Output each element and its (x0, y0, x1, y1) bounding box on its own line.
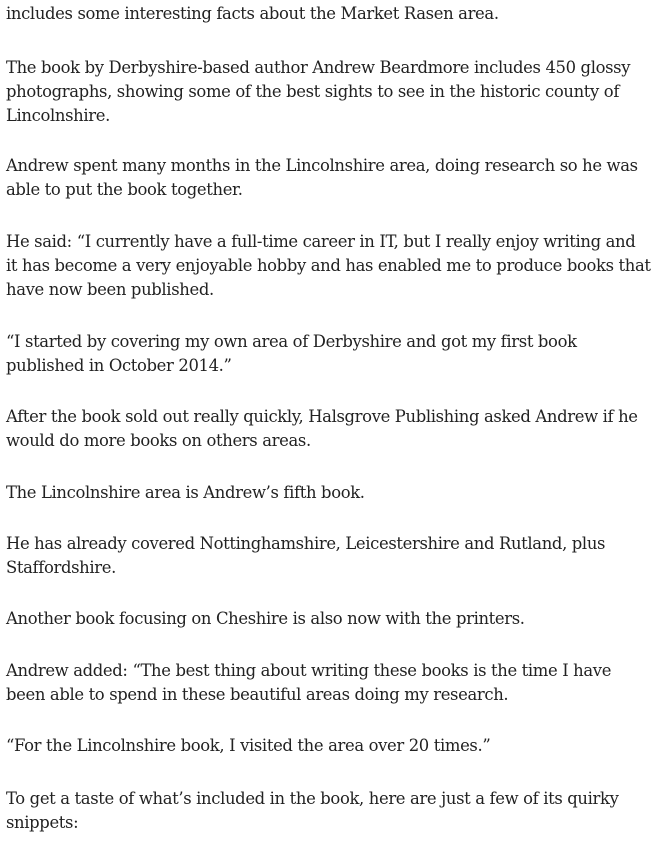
article-paragraph: includes some interesting facts about the Market Rasen area. (6, 4, 499, 23)
article-paragraph: He has already covered Nottinghamshire, Leicestershire and Rutland, plus Staffordshire. (6, 534, 606, 577)
article-paragraph: “For the Lincolnshire book, I visited the area over 20 times.” (6, 736, 491, 755)
article-paragraph: Andrew spent many months in the Lincolnshire area, doing research so he was able to put the book together. (6, 156, 638, 199)
article-paragraph: The Lincolnshire area is Andrew’s fifth book. (6, 483, 365, 502)
article-paragraph: After the book sold out really quickly, Halsgrove Publishing asked Andrew if he would do more books on others areas. (6, 407, 638, 450)
article-paragraph: Andrew added: “The best thing about writing these books is the time I have been able to spend in these beautiful areas doing my research. (6, 661, 612, 704)
article-paragraph: The book by Derbyshire-based author Andrew Beardmore includes 450 glossy photographs, showing some of the best sights to see in the historic county of Lincolnshire. (6, 58, 631, 125)
article-paragraph: “I started by covering my own area of Derbyshire and got my first book published in October 2014.” (6, 332, 577, 375)
article-paragraph: To get a taste of what’s included in the book, here are just a few of its quirky snippets: (6, 789, 619, 832)
article-paragraph: He said: “I currently have a full-time career in IT, but I really enjoy writing and it has become a very enjoyable hobby and has enabled me to produce books that have now been published. (6, 232, 651, 299)
article-paragraph: Another book focusing on Cheshire is also now with the printers. (6, 609, 525, 628)
